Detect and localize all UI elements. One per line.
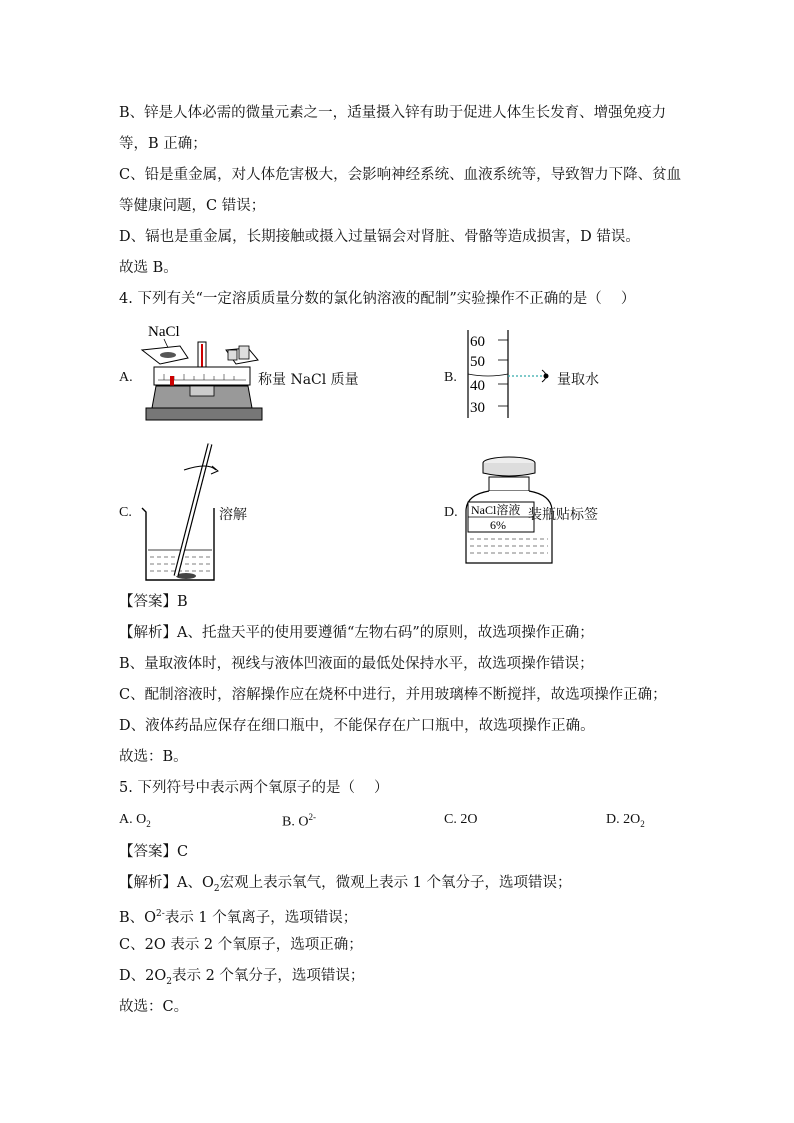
bottle-label-text: NaCl溶液 bbox=[471, 503, 521, 517]
text-line: 等健康问题，C 错误； bbox=[119, 198, 266, 214]
balance-figure bbox=[140, 320, 270, 430]
q5-analysis-line: 【解析】A、$O_2$宏观上表示氧气，微观上表示 1 个氧分子，选项错误； bbox=[119, 875, 572, 894]
text-line: D、镉也是重金属，长期接触或摄入过量镉会对肾脏、骨骼等造成损害，D 错误。 bbox=[119, 229, 640, 245]
option-d-label: D. bbox=[444, 505, 458, 520]
tick-30: 30 bbox=[470, 400, 485, 416]
q5-analysis-line: B、$O^{2-}$表示 1 个氧离子，选项错误； bbox=[119, 909, 358, 926]
cylinder-figure bbox=[462, 330, 562, 420]
q5-choice-a: A. $O_2$ bbox=[119, 812, 151, 829]
option-c-label: C. bbox=[119, 505, 132, 520]
text-line: 等，B 正确； bbox=[119, 136, 207, 152]
q5-answer: 【答案】C bbox=[119, 844, 189, 860]
text-line: 故选 B。 bbox=[119, 260, 178, 276]
q4-analysis-line: C、配制溶液时，溶解操作应在烧杯中进行，并用玻璃棒不断搅拌，故选项操作正确； bbox=[119, 687, 667, 703]
nacl-label: NaCl bbox=[148, 324, 180, 340]
q5-analysis-line: 故选：C。 bbox=[119, 999, 189, 1015]
q4-analysis-line: D、液体药品应保存在细口瓶中，不能保存在广口瓶中，故选项操作正确。 bbox=[119, 718, 595, 734]
option-d-caption: 装瓶贴标签 bbox=[528, 507, 598, 523]
eye-icon bbox=[544, 374, 549, 379]
q5-choice-d: D. $2O_2$ bbox=[606, 812, 645, 829]
option-c-caption: 溶解 bbox=[219, 507, 247, 523]
question-5-stem: 5. 下列符号中表示两个氧原子的是（ ） bbox=[119, 780, 389, 796]
q4-analysis-line: 【解析】A、托盘天平的使用要遵循“左物右码”的原则，故选项操作正确； bbox=[119, 625, 594, 641]
text-line: B、锌是人体必需的微量元素之一，适量摄入锌有助于促进人体生长发育、增强免疫力 bbox=[119, 105, 667, 121]
tick-40: 40 bbox=[470, 378, 485, 394]
bottle-label-percent: 6% bbox=[490, 518, 506, 532]
option-b-label: B. bbox=[444, 370, 457, 385]
option-b-caption: 量取水 bbox=[557, 372, 599, 388]
q5-choice-b: B. $O^{2-}$ bbox=[282, 812, 316, 830]
text-line: C、铅是重金属，对人体危害极大，会影响神经系统、血液系统等，导致智力下降、贫血 bbox=[119, 167, 682, 183]
q4-analysis-line: B、量取液体时，视线与液体凹液面的最低处保持水平，故选项操作错误； bbox=[119, 656, 594, 672]
tick-50: 50 bbox=[470, 354, 485, 370]
q5-analysis-line: C、2O 表示 2 个氧原子，选项正确； bbox=[119, 937, 363, 953]
option-a-caption: 称量 NaCl 质量 bbox=[258, 372, 359, 388]
tick-60: 60 bbox=[470, 334, 485, 350]
q4-analysis-line: 故选：B。 bbox=[119, 749, 188, 765]
q4-answer: 【答案】B bbox=[119, 594, 188, 610]
q5-analysis-line: D、$2O_2$表示 2 个氧分子，选项错误； bbox=[119, 968, 365, 987]
question-4-stem: 4. 下列有关“一定溶质质量分数的氯化钠溶液的配制”实验操作不正确的是（ ） bbox=[119, 291, 636, 307]
option-a-label: A. bbox=[119, 370, 133, 385]
q5-choice-c: C. 2O bbox=[444, 812, 478, 827]
